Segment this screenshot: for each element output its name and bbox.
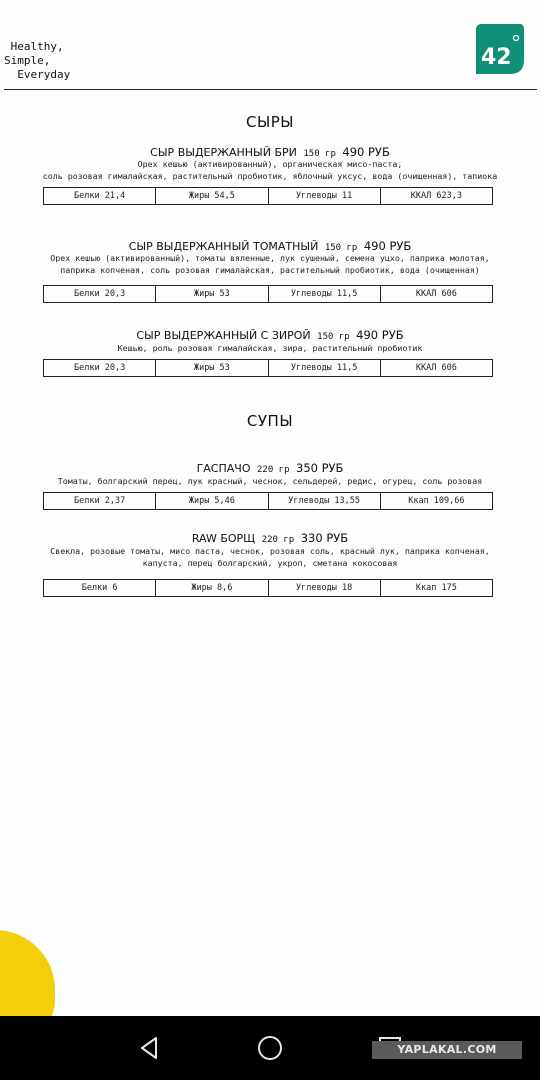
watermark: YAPLAKAL.COM bbox=[372, 1041, 522, 1059]
menu-item-title bbox=[0, 328, 540, 342]
carbs-cell: Углеводы 13,55 bbox=[269, 493, 381, 509]
nutrition-table bbox=[43, 187, 493, 205]
kcal-cell: ККАЛ 623,3 bbox=[410, 191, 462, 201]
carbs-cell: Углеводы 11,5 bbox=[269, 360, 381, 376]
brand-logo bbox=[472, 22, 526, 76]
item-description-line: паприка копченая, соль розовая гималайская, растительный пробиотик, вода (очищенная) bbox=[60, 265, 480, 275]
section-title-cheeses: СЫРЫ bbox=[246, 113, 294, 131]
carbs-cell: Углеводы 11,5 bbox=[269, 286, 381, 302]
item-price: 490 РУБ bbox=[356, 328, 404, 342]
item-name: RAW БОРЩ bbox=[191, 532, 256, 545]
back-icon[interactable] bbox=[136, 1034, 164, 1062]
item-description-line: Кешью, роль розовая гималайская, зира, растительный пробиотик bbox=[117, 343, 423, 353]
kcal-cell: Ккап 175 bbox=[415, 583, 457, 593]
item-description-line: Свекла, розовые томаты, мисо паста, чеснок, розовая соль, красный лук, паприка копченая, bbox=[50, 546, 490, 556]
kcal-cell: ККАЛ 606 bbox=[415, 363, 457, 373]
item-name: СЫР ВЫДЕРЖАННЫЙ С ЗИРОЙ bbox=[136, 329, 311, 342]
protein-cell: Белки 20,3 bbox=[44, 286, 156, 302]
fat-cell: Жиры 53 bbox=[156, 360, 268, 376]
item-weight: 150 гр bbox=[324, 243, 358, 253]
item-name: СЫР ВЫДЕРЖАННЫЙ ТОМАТНЫЙ bbox=[128, 240, 319, 253]
item-weight: 220 гр bbox=[256, 465, 290, 475]
menu-item-title bbox=[0, 239, 540, 253]
item-name: ГАСПАЧО bbox=[196, 462, 251, 475]
fat-cell: Жиры 54,5 bbox=[156, 188, 268, 204]
fat-cell: Жиры 5,46 bbox=[156, 493, 268, 509]
nutrition-table bbox=[43, 579, 493, 597]
logo-text: 42 bbox=[481, 45, 512, 70]
fat-cell: Жиры 53 bbox=[156, 286, 268, 302]
nutrition-table bbox=[43, 359, 493, 377]
nutrition-table bbox=[43, 285, 493, 303]
item-name: СЫР ВЫДЕРЖАННЫЙ БРИ bbox=[150, 146, 297, 159]
fat-cell: Жиры 8,6 bbox=[156, 580, 268, 596]
protein-cell: Белки 2,37 bbox=[44, 493, 156, 509]
carbs-cell: Углеводы 18 bbox=[269, 580, 381, 596]
item-description-line: Орех кешью (активированный), органическая мисо-паста, bbox=[137, 159, 403, 169]
kcal-cell: ККАЛ 606 bbox=[415, 289, 457, 299]
item-weight: 150 гр bbox=[303, 149, 336, 159]
protein-cell: Белки 21,4 bbox=[44, 188, 156, 204]
item-weight: 220 гр bbox=[261, 535, 295, 545]
item-description-line: Томаты, болгарский перец, лук красный, чеснок, сельдерей, редис, огурец, соль розовая bbox=[57, 476, 483, 486]
item-weight: 150 гр bbox=[317, 332, 350, 342]
nutrition-table bbox=[43, 492, 493, 510]
item-price: 330 РУБ bbox=[300, 531, 349, 545]
item-price: 490 РУБ bbox=[363, 239, 412, 253]
protein-cell: Белки 6 bbox=[44, 580, 156, 596]
protein-cell: Белки 20,3 bbox=[44, 360, 156, 376]
carbs-cell: Углеводы 11 bbox=[269, 188, 381, 204]
home-icon[interactable] bbox=[256, 1034, 284, 1062]
header-divider bbox=[4, 89, 537, 90]
menu-item-title bbox=[0, 145, 540, 159]
tagline: Healthy, Simple, Everyday bbox=[4, 40, 71, 81]
menu-item-title bbox=[0, 461, 540, 475]
kcal-cell: Ккап 109,66 bbox=[408, 496, 465, 506]
item-description-line: соль розовая гималайская, растительный пробиотик, яблочный уксус, вода (очищенная), тапиока bbox=[42, 171, 498, 181]
item-description-line: Орех кешью (активированный), томаты вяленные, лук сушеный, семена уцхо, паприка молотая, bbox=[50, 253, 490, 263]
item-price: 350 РУБ bbox=[296, 461, 344, 475]
item-description-line: капуста, перец болгарский, укроп, сметана кокосовая bbox=[142, 558, 398, 568]
menu-item-title bbox=[0, 531, 540, 545]
item-price: 490 РУБ bbox=[342, 145, 390, 159]
section-title-soups: СУПЫ bbox=[246, 412, 294, 430]
